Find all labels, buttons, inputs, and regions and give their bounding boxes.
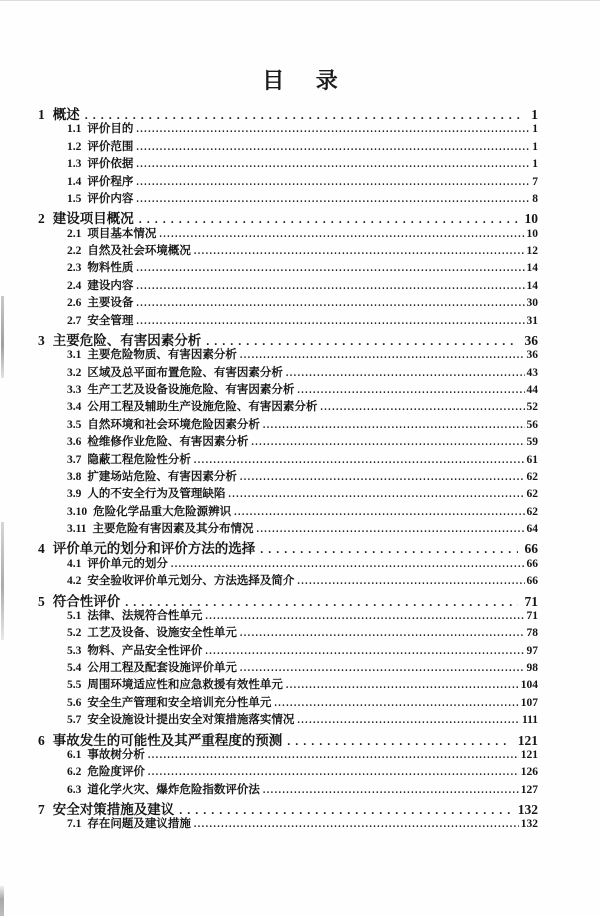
toc-entry: [38, 398, 538, 415]
toc-entry-page: 78: [526, 627, 538, 640]
toc-entry-number: 5.3: [67, 644, 82, 657]
toc-entry-page: 1: [531, 107, 538, 122]
toc-entry-title: 物料、产品安全性评价: [87, 644, 203, 657]
toc-entry: [38, 173, 538, 190]
toc-entry-number: 6: [38, 732, 45, 748]
toc-entry: [38, 433, 538, 450]
toc-entry-title: 安全设施设计提出安全对策措施落实情况: [87, 714, 295, 727]
dot-leader: [136, 124, 530, 135]
toc-entry: [38, 642, 538, 659]
toc-entry-page: 1: [532, 123, 538, 136]
toc-entry: [38, 312, 538, 329]
toc-entry-number: 2.6: [67, 297, 82, 310]
scan-edge-top: [0, 0, 600, 1]
dot-leader: [286, 680, 519, 691]
toc-entry-title: 概述: [52, 107, 80, 122]
dot-leader: [263, 785, 519, 796]
dot-leader: [297, 385, 524, 396]
toc-entry: [38, 207, 538, 227]
dot-leader: [257, 524, 525, 535]
toc-entry-number: 5.5: [67, 679, 82, 692]
toc-entry-number: 3.8: [67, 470, 82, 483]
toc-entry-page: 132: [520, 818, 538, 831]
dot-leader: [320, 402, 524, 413]
toc-entry: [38, 381, 538, 398]
toc-entry-title: 存在问题及建议措施: [87, 818, 191, 831]
toc-entry-page: 61: [526, 453, 538, 466]
toc-entry-number: 1.4: [67, 175, 82, 188]
toc-entry-number: 7.1: [67, 818, 82, 831]
toc-entry: [38, 364, 538, 381]
dot-leader: [287, 734, 511, 749]
toc-entry-title: 法律、法规符合性单元: [87, 609, 203, 622]
toc-entry-page: 126: [520, 766, 538, 779]
dot-leader: [148, 750, 519, 761]
dot-leader: [136, 142, 530, 153]
scan-artifact-left-line-2: [1, 522, 4, 640]
toc-entry: [38, 190, 538, 207]
toc-entry: [38, 468, 538, 485]
toc-entry-title: 周围环境适应性和应急救援有效性单元: [87, 679, 283, 692]
dot-leader: [206, 334, 517, 349]
toc-entry-page: 36: [526, 349, 538, 362]
dot-leader: [286, 368, 525, 379]
toc-entry: [38, 451, 538, 468]
toc-entry: [38, 711, 538, 728]
toc-entry: [38, 781, 538, 798]
toc-entry-title: 主要设备: [87, 297, 134, 310]
toc-entry-page: 97: [526, 644, 538, 657]
toc-entry-number: 3.4: [67, 401, 82, 414]
toc-entry-title: 主要危险、有害因素分析: [52, 332, 202, 348]
toc-entry-number: 1.5: [67, 192, 82, 205]
toc-entry-number: 5.7: [67, 714, 82, 727]
toc-entry-title: 评价范围: [87, 140, 134, 153]
toc-entry-number: 2: [38, 211, 45, 227]
dot-leader: [205, 611, 524, 622]
toc-entry-number: 1: [38, 107, 45, 122]
dot-leader: [228, 489, 524, 500]
toc-entry-page: 127: [520, 783, 538, 796]
toc-entry: [38, 485, 538, 502]
page-title: 目 录: [262, 68, 351, 93]
toc-entry-number: 3.9: [67, 488, 82, 501]
toc-entry-page: 62: [526, 488, 538, 501]
toc-entry-title: 自然及社会环境概况: [87, 245, 191, 257]
toc-entry-title: 主要危险物质、有害因素分析: [87, 349, 237, 362]
dot-leader: [240, 663, 525, 674]
toc-entry-page: 1: [532, 140, 538, 153]
toc-entry: [38, 329, 538, 346]
toc-entry-page: 111: [522, 714, 538, 727]
toc-entry-number: 6.2: [67, 766, 82, 779]
toc-entry-page: 43: [526, 366, 538, 379]
toc-entry-page: 8: [532, 192, 538, 205]
toc-entry-title: 安全管理: [87, 314, 134, 327]
toc-entry: [38, 659, 538, 676]
toc-entry-number: 2.1: [67, 227, 82, 240]
toc-entry-title: 评价程序: [87, 175, 134, 188]
toc-entry-title: 安全对策措施及建议: [52, 802, 175, 817]
toc-entry-page: 104: [520, 679, 538, 692]
toc-entry-page: 121: [517, 732, 538, 748]
toc-entry-page: 107: [520, 696, 538, 709]
toc-entry-number: 6.1: [67, 748, 82, 761]
toc-entry: [38, 277, 538, 294]
dot-leader: [179, 803, 511, 818]
toc-entry-page: 71: [524, 593, 538, 609]
toc-entry-title: 隐蔽工程危险性分析: [87, 453, 191, 466]
dot-leader: [274, 698, 518, 709]
toc-entry-number: 4.2: [67, 575, 82, 588]
toc-entry: [38, 155, 538, 172]
toc-entry: [38, 503, 538, 520]
dot-leader: [194, 455, 525, 466]
toc-entry-page: 31: [526, 314, 538, 327]
dot-leader: [139, 212, 518, 227]
toc-entry-page: 14: [526, 279, 538, 292]
toc-entry-title: 项目基本情况: [87, 227, 157, 240]
toc-entry: [38, 729, 538, 746]
toc-entry-page: 10: [524, 211, 538, 227]
dot-leader: [251, 437, 524, 448]
toc-list: [38, 103, 538, 833]
scan-artifact-bottom-left: [0, 886, 4, 916]
toc-entry-page: 64: [526, 523, 538, 535]
toc-entry-number: 3.10: [67, 505, 88, 518]
dot-leader: [85, 108, 525, 123]
toc-entry-title: 评价单元的划分: [87, 557, 168, 570]
toc-entry: [38, 138, 538, 155]
toc-entry-number: 2.7: [67, 314, 82, 327]
toc-entry-number: 2.4: [67, 279, 82, 292]
toc-entry: [38, 676, 538, 693]
toc-entry: [38, 694, 538, 711]
toc-entry-page: 10: [526, 227, 538, 240]
toc-entry-page: 7: [532, 175, 538, 188]
toc-entry: [38, 259, 538, 276]
dot-leader: [297, 715, 520, 726]
dot-leader: [136, 281, 524, 292]
dot-leader: [240, 472, 525, 483]
toc-entry-number: 1.3: [67, 158, 82, 171]
toc-entry: [38, 624, 538, 641]
dot-leader: [159, 229, 524, 240]
toc-entry-page: 66: [524, 541, 538, 557]
toc-entry-title: 建设内容: [87, 279, 134, 292]
toc-entry-title: 建设项目概况: [52, 211, 134, 227]
toc-entry-title: 危险度评价: [87, 766, 145, 779]
toc-entry-page: 132: [517, 802, 538, 817]
toc-entry-number: 2.3: [67, 262, 82, 275]
toc-entry: [38, 798, 538, 815]
toc-entry-number: 3.5: [67, 418, 82, 431]
toc-entry-title: 评价单元的划分和评价方法的选择: [52, 541, 256, 557]
toc-entry-number: 5.1: [67, 609, 82, 622]
toc-entry-number: 5.2: [67, 627, 82, 640]
toc-entry-number: 5.6: [67, 696, 82, 709]
toc-entry-page: 36: [524, 332, 538, 348]
toc-entry-number: 1.1: [67, 123, 82, 136]
dot-leader: [260, 542, 517, 557]
toc-entry-title: 主要危险有害因素及其分布情况: [92, 523, 254, 535]
toc-entry-page: 71: [526, 609, 538, 622]
toc-entry-page: 59: [526, 436, 538, 449]
dot-leader: [136, 263, 524, 274]
toc-entry-title: 安全验收评价单元划分、方法选择及简介: [87, 575, 295, 588]
toc-entry-page: 44: [526, 384, 538, 396]
toc-entry-number: 4: [38, 541, 45, 557]
toc-entry-page: 56: [526, 418, 538, 431]
toc-entry-title: 自然环境和社会环境危险因素分析: [87, 418, 260, 431]
dot-leader: [136, 298, 524, 309]
toc-entry-page: 1: [532, 158, 538, 171]
dot-leader: [205, 646, 524, 657]
dot-leader: [136, 177, 530, 188]
toc-entry: [38, 590, 538, 607]
toc-entry-title: 工艺及设备、设施安全性单元: [87, 627, 237, 640]
dot-leader: [194, 246, 525, 257]
toc-entry-title: 评价内容: [87, 192, 134, 205]
toc-entry: [38, 294, 538, 311]
toc-entry-number: 1.2: [67, 140, 82, 153]
toc-entry-page: 121: [520, 748, 538, 761]
toc-entry: [38, 103, 538, 120]
toc-entry-number: 3.6: [67, 436, 82, 449]
toc-entry-title: 事故树分析: [87, 748, 145, 761]
toc-entry-number: 4.1: [67, 557, 82, 570]
toc-entry-title: 物料性质: [87, 262, 134, 275]
dot-leader: [136, 159, 530, 170]
toc-entry-number: 2.2: [67, 245, 82, 257]
toc-entry-title: 评价依据: [87, 158, 134, 171]
dot-leader: [136, 316, 524, 327]
toc-entry-title: 区域及总平面布置危险、有害因素分析: [87, 366, 283, 379]
dot-leader: [148, 767, 519, 778]
toc-entry-title: 评价目的: [87, 123, 134, 136]
toc-entry-number: 3: [38, 332, 45, 348]
toc-entry-number: 3.7: [67, 453, 82, 466]
scan-artifact-left-line-1: [1, 296, 4, 378]
toc-entry-page: 52: [526, 401, 538, 414]
toc-entry-page: 12: [526, 245, 538, 257]
toc-entry-number: 7: [38, 802, 45, 817]
dot-leader: [136, 194, 530, 205]
toc-entry-page: 62: [526, 470, 538, 483]
toc-entry-title: 符合性评价: [52, 593, 121, 609]
toc-entry-number: 3.11: [67, 523, 87, 535]
toc-entry: [38, 520, 538, 537]
dot-leader: [297, 576, 524, 587]
toc-entry: [38, 572, 538, 589]
toc-entry-title: 道化学火灾、爆炸危险指数评价法: [87, 783, 260, 796]
toc-entry: [38, 242, 538, 259]
toc-entry-number: 3.3: [67, 384, 82, 396]
toc-entry-title: 扩建场站危险、有害因素分析: [87, 470, 237, 483]
toc-entry: [38, 763, 538, 780]
toc-entry-page: 62: [526, 505, 538, 518]
toc-entry-title: 事故发生的可能性及其严重程度的预测: [52, 732, 283, 748]
toc-entry-number: 3.1: [67, 349, 82, 362]
toc-entry-page: 66: [526, 557, 538, 570]
dot-leader: [171, 559, 525, 570]
toc-entry-page: 14: [526, 262, 538, 275]
toc-entry-title: 安全生产管理和安全培训充分性单元: [87, 696, 272, 709]
toc-entry-title: 公用工程及配套设施评价单元: [87, 662, 237, 674]
toc-entry-title: 人的不安全行为及管理缺陷: [87, 488, 226, 501]
toc-entry-title: 生产工艺及设备设施危险、有害因素分析: [87, 384, 295, 396]
toc-entry-title: 公用工程及辅助生产设施危险、有害因素分析: [87, 401, 318, 414]
dot-leader: [234, 507, 524, 518]
toc-entry-title: 检维修作业危险、有害因素分析: [87, 436, 249, 449]
dot-leader: [263, 420, 525, 431]
toc-entry-number: 5: [38, 593, 45, 609]
toc-entry: [38, 537, 538, 557]
toc-entry: [38, 416, 538, 433]
dot-leader: [240, 628, 525, 639]
toc-entry-page: 66: [526, 575, 538, 588]
dot-leader: [194, 819, 519, 830]
toc-entry-number: 3.2: [67, 366, 82, 379]
toc-entry-page: 30: [526, 297, 538, 310]
toc-entry-page: 98: [526, 662, 538, 674]
toc-entry-number: 5.4: [67, 662, 82, 674]
toc-entry-title: 危险化学品重大危险源辨识: [93, 505, 232, 518]
dot-leader: [240, 350, 525, 361]
toc-entry-number: 6.3: [67, 783, 82, 796]
